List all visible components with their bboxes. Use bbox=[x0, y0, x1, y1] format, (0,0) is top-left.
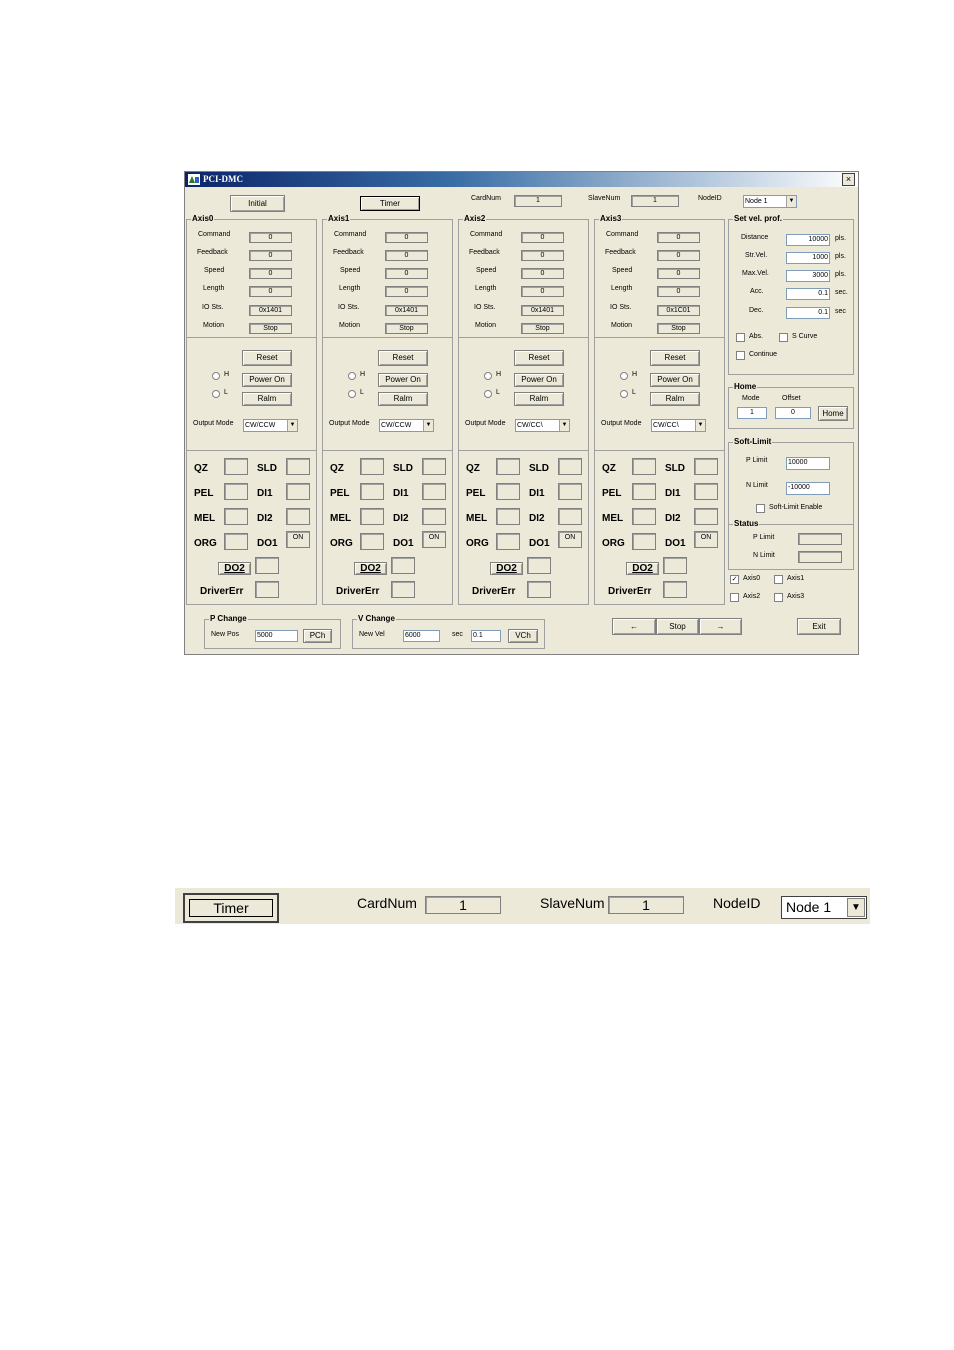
axis-io-group bbox=[322, 450, 453, 605]
axis-select-checkbox[interactable] bbox=[774, 593, 783, 602]
motion-label: Motion bbox=[339, 322, 361, 329]
output-mode-value: CW/CCW bbox=[381, 422, 412, 429]
io-label: IO Sts. bbox=[474, 304, 496, 311]
motion-value: Stop bbox=[657, 323, 700, 334]
pel-label: PEL bbox=[466, 488, 486, 499]
qz-indicator bbox=[360, 458, 384, 475]
vch-button[interactable]: VCh bbox=[508, 629, 538, 643]
newpos-input[interactable]: 5000 bbox=[255, 630, 298, 642]
di1-indicator bbox=[422, 483, 446, 500]
feedback-label: Feedback bbox=[469, 249, 500, 256]
power-on-button[interactable]: Power On bbox=[650, 373, 700, 387]
home-offset-label: Offset bbox=[782, 395, 801, 402]
di1-label: DI1 bbox=[665, 488, 681, 499]
home-offset-input[interactable]: 0 bbox=[775, 407, 811, 419]
org-label: ORG bbox=[602, 538, 625, 549]
abs-checkbox[interactable] bbox=[736, 333, 745, 342]
nodeid-select[interactable] bbox=[743, 195, 797, 208]
distance-label: Distance bbox=[741, 234, 769, 241]
feedback-value: 0 bbox=[385, 250, 428, 261]
enlarged-toolbar-strip bbox=[175, 888, 870, 924]
sld-label: SLD bbox=[257, 463, 277, 474]
axis-select-label: Axis2 bbox=[743, 593, 761, 600]
reset-button[interactable]: Reset bbox=[242, 350, 292, 366]
ralm-button[interactable]: Ralm bbox=[242, 392, 292, 406]
distance-input[interactable]: 10000 bbox=[786, 234, 830, 246]
axis-group bbox=[594, 214, 725, 338]
qz-indicator bbox=[224, 458, 248, 475]
do2-indicator bbox=[255, 557, 279, 574]
output-mode-label: Output Mode bbox=[465, 420, 506, 427]
maxvel-label: Max.Vel. bbox=[742, 270, 769, 277]
di2-indicator bbox=[694, 508, 718, 525]
mel-label: MEL bbox=[330, 513, 352, 524]
di2-label: DI2 bbox=[665, 513, 681, 524]
feedback-label: Feedback bbox=[333, 249, 364, 256]
pel-label: PEL bbox=[602, 488, 622, 499]
speed-label: Speed bbox=[612, 267, 633, 274]
driver-err-indicator bbox=[527, 581, 551, 598]
qz-label: QZ bbox=[330, 463, 344, 474]
cardnum-value: 1 bbox=[514, 195, 562, 207]
chevron-down-icon[interactable]: ▼ bbox=[423, 420, 433, 431]
h-label: H bbox=[632, 371, 638, 378]
motion-value: Stop bbox=[521, 323, 564, 334]
org-label: ORG bbox=[330, 538, 353, 549]
mel-label: MEL bbox=[194, 513, 216, 524]
chevron-down-icon[interactable]: ▼ bbox=[287, 420, 297, 431]
driver-err-label: DriverErr bbox=[200, 586, 244, 597]
chevron-down-icon[interactable]: ▼ bbox=[847, 898, 865, 917]
axis-select-checkbox[interactable] bbox=[730, 593, 739, 602]
pchange-title: P Change bbox=[210, 614, 247, 623]
do2-indicator bbox=[527, 557, 551, 574]
ralm-button[interactable]: Ralm bbox=[514, 392, 564, 406]
sld-indicator bbox=[558, 458, 582, 475]
do2-button[interactable]: DO2 bbox=[490, 562, 523, 575]
h-radio[interactable] bbox=[484, 372, 492, 380]
status-nlimit-label: N Limit bbox=[753, 552, 775, 559]
stop-button[interactable]: Stop bbox=[656, 618, 699, 635]
driver-err-indicator bbox=[255, 581, 279, 598]
status-group bbox=[728, 519, 854, 570]
slavenum-label: SlaveNum bbox=[588, 195, 621, 202]
axis-select-label: Axis3 bbox=[787, 593, 805, 600]
timer-button-large[interactable] bbox=[183, 893, 279, 923]
feedback-value: 0 bbox=[521, 250, 564, 261]
cardnum-label: CardNum bbox=[471, 195, 501, 202]
do1-toggle[interactable]: ON bbox=[286, 531, 310, 548]
l-radio[interactable] bbox=[620, 390, 628, 398]
motion-value: Stop bbox=[385, 323, 428, 334]
jog-left-button[interactable]: ← bbox=[612, 618, 656, 635]
qz-indicator bbox=[496, 458, 520, 475]
do1-label: DO1 bbox=[257, 538, 278, 549]
plimit-input[interactable]: 10000 bbox=[786, 457, 830, 470]
acc-input[interactable]: 0.1 bbox=[786, 288, 830, 300]
di2-indicator bbox=[422, 508, 446, 525]
velprof-title: Set vel. prof. bbox=[734, 214, 783, 223]
nodeid-label: NodeID bbox=[698, 195, 722, 202]
io-value: 0x1401 bbox=[385, 305, 428, 316]
home-mode-label: Mode bbox=[742, 395, 760, 402]
power-on-button[interactable]: Power On bbox=[242, 373, 292, 387]
axis-control-group bbox=[458, 337, 589, 451]
chevron-down-icon[interactable]: ▼ bbox=[695, 420, 705, 431]
slavenum-value-large: 1 bbox=[608, 896, 684, 914]
h-radio[interactable] bbox=[348, 372, 356, 380]
status-nlimit-indicator bbox=[798, 551, 842, 563]
nodeid-select-large[interactable] bbox=[781, 896, 867, 919]
command-label: Command bbox=[334, 231, 367, 238]
axis-io-group bbox=[458, 450, 589, 605]
driver-err-label: DriverErr bbox=[608, 586, 652, 597]
cardnum-value-large: 1 bbox=[425, 896, 501, 914]
continue-label: Continue bbox=[749, 351, 778, 358]
do1-label: DO1 bbox=[393, 538, 414, 549]
feedback-value: 0 bbox=[657, 250, 700, 261]
speed-value: 0 bbox=[657, 268, 700, 279]
axis-group bbox=[186, 214, 317, 338]
di1-indicator bbox=[558, 483, 582, 500]
strvel-unit: pls. bbox=[835, 253, 846, 260]
pci-dmc-window bbox=[184, 171, 859, 655]
command-value: 0 bbox=[521, 232, 564, 243]
velprof-group bbox=[728, 214, 854, 375]
vchange-group bbox=[352, 614, 545, 649]
di1-indicator bbox=[286, 483, 310, 500]
di1-label: DI1 bbox=[257, 488, 273, 499]
status-title: Status bbox=[734, 519, 759, 528]
do2-button[interactable]: DO2 bbox=[626, 562, 659, 575]
speed-value: 0 bbox=[385, 268, 428, 279]
nodeid-value: Node 1 bbox=[745, 198, 768, 205]
reset-button[interactable]: Reset bbox=[650, 350, 700, 366]
close-icon[interactable]: × bbox=[842, 173, 855, 186]
length-value: 0 bbox=[249, 286, 292, 297]
l-label: L bbox=[360, 389, 364, 396]
softlimit-title: Soft-Limit bbox=[734, 437, 772, 446]
ralm-button[interactable]: Ralm bbox=[650, 392, 700, 406]
motion-label: Motion bbox=[475, 322, 497, 329]
org-indicator bbox=[224, 533, 248, 550]
motion-value: Stop bbox=[249, 323, 292, 334]
timer-button[interactable]: Timer bbox=[360, 196, 420, 211]
dec-unit: sec bbox=[835, 308, 846, 315]
qz-indicator bbox=[632, 458, 656, 475]
softlimit-enable-label: Soft-Limit Enable bbox=[769, 504, 823, 511]
pel-label: PEL bbox=[330, 488, 350, 499]
strvel-label: Str.Vel. bbox=[745, 252, 768, 259]
axis-select-label: Axis0 bbox=[743, 575, 761, 582]
mel-indicator bbox=[360, 508, 384, 525]
sld-indicator bbox=[286, 458, 310, 475]
acc-label: Acc. bbox=[750, 288, 764, 295]
output-mode-value: CW/CC\ bbox=[517, 422, 543, 429]
do1-toggle[interactable]: ON bbox=[694, 531, 718, 548]
scurve-checkbox[interactable] bbox=[779, 333, 788, 342]
axis-title: Axis1 bbox=[328, 214, 350, 223]
maxvel-input[interactable]: 3000 bbox=[786, 270, 830, 282]
mel-indicator bbox=[496, 508, 520, 525]
h-label: H bbox=[224, 371, 230, 378]
reset-button[interactable]: Reset bbox=[514, 350, 564, 366]
h-radio[interactable] bbox=[620, 372, 628, 380]
io-value: 0x1401 bbox=[249, 305, 292, 316]
home-group bbox=[728, 382, 854, 429]
slavenum-label-large: SlaveNum bbox=[540, 895, 605, 911]
speed-label: Speed bbox=[204, 267, 225, 274]
axis-io-group bbox=[186, 450, 317, 605]
power-on-button[interactable]: Power On bbox=[514, 373, 564, 387]
di2-indicator bbox=[286, 508, 310, 525]
io-label: IO Sts. bbox=[338, 304, 360, 311]
dec-label: Dec. bbox=[749, 307, 764, 314]
org-indicator bbox=[360, 533, 384, 550]
command-value: 0 bbox=[249, 232, 292, 243]
acc-unit: sec. bbox=[835, 289, 848, 296]
window-title: PCI-DMC bbox=[203, 174, 243, 184]
home-mode-input[interactable]: 1 bbox=[737, 407, 767, 419]
output-mode-label: Output Mode bbox=[601, 420, 642, 427]
home-title: Home bbox=[734, 382, 757, 391]
feedback-label: Feedback bbox=[605, 249, 636, 256]
length-value: 0 bbox=[385, 286, 428, 297]
newvel-label: New Vel bbox=[359, 631, 385, 638]
nlimit-input[interactable]: -10000 bbox=[786, 482, 830, 495]
dec-input[interactable]: 0.1 bbox=[786, 307, 830, 319]
feedback-label: Feedback bbox=[197, 249, 228, 256]
newpos-label: New Pos bbox=[211, 631, 240, 638]
driver-err-label: DriverErr bbox=[336, 586, 380, 597]
l-label: L bbox=[632, 389, 636, 396]
driver-err-indicator bbox=[391, 581, 415, 598]
sld-indicator bbox=[422, 458, 446, 475]
motion-label: Motion bbox=[203, 322, 225, 329]
length-label: Length bbox=[203, 285, 225, 292]
newvel-input[interactable]: 6000 bbox=[403, 630, 440, 642]
org-indicator bbox=[632, 533, 656, 550]
di2-indicator bbox=[558, 508, 582, 525]
di1-label: DI1 bbox=[529, 488, 545, 499]
status-plimit-label: P Limit bbox=[753, 534, 775, 541]
org-label: ORG bbox=[194, 538, 217, 549]
scurve-label: S Curve bbox=[792, 333, 818, 340]
command-label: Command bbox=[470, 231, 503, 238]
do2-indicator bbox=[391, 557, 415, 574]
maxvel-unit: pls. bbox=[835, 271, 846, 278]
l-label: L bbox=[224, 389, 228, 396]
feedback-value: 0 bbox=[249, 250, 292, 261]
speed-label: Speed bbox=[476, 267, 497, 274]
h-label: H bbox=[360, 371, 366, 378]
length-label: Length bbox=[339, 285, 361, 292]
length-label: Length bbox=[475, 285, 497, 292]
cardnum-label-large: CardNum bbox=[357, 895, 417, 911]
org-indicator bbox=[496, 533, 520, 550]
length-value: 0 bbox=[521, 286, 564, 297]
chevron-down-icon[interactable]: ▼ bbox=[786, 196, 796, 207]
io-label: IO Sts. bbox=[202, 304, 224, 311]
exit-button[interactable]: Exit bbox=[797, 618, 841, 635]
output-mode-select[interactable] bbox=[243, 419, 298, 432]
plimit-label: P Limit bbox=[746, 457, 768, 464]
nodeid-value-large: Node 1 bbox=[786, 899, 832, 915]
pel-indicator bbox=[224, 483, 248, 500]
mel-label: MEL bbox=[466, 513, 488, 524]
driver-err-label: DriverErr bbox=[472, 586, 516, 597]
continue-checkbox[interactable] bbox=[736, 351, 745, 360]
pel-indicator bbox=[632, 483, 656, 500]
pel-indicator bbox=[496, 483, 520, 500]
axis-group bbox=[458, 214, 589, 338]
sld-label: SLD bbox=[393, 463, 413, 474]
speed-value: 0 bbox=[521, 268, 564, 279]
pch-button[interactable]: PCh bbox=[303, 629, 332, 643]
h-radio[interactable] bbox=[212, 372, 220, 380]
do1-label: DO1 bbox=[665, 538, 686, 549]
axis-control-group bbox=[594, 337, 725, 451]
softlimit-group bbox=[728, 437, 854, 525]
softlimit-enable-checkbox[interactable] bbox=[756, 504, 765, 513]
l-radio[interactable] bbox=[212, 390, 220, 398]
io-value: 0x1C01 bbox=[657, 305, 700, 316]
jog-right-button[interactable]: → bbox=[699, 618, 742, 635]
output-mode-select[interactable] bbox=[651, 419, 706, 432]
output-mode-label: Output Mode bbox=[193, 420, 234, 427]
nlimit-label: N Limit bbox=[746, 482, 768, 489]
do1-label: DO1 bbox=[529, 538, 550, 549]
distance-unit: pls. bbox=[835, 235, 846, 242]
l-radio[interactable] bbox=[348, 390, 356, 398]
axis-select-checkbox[interactable]: ✓ bbox=[731, 576, 738, 583]
pel-label: PEL bbox=[194, 488, 214, 499]
reset-button[interactable]: Reset bbox=[378, 350, 428, 366]
slavenum-value: 1 bbox=[631, 195, 679, 207]
chevron-down-icon[interactable]: ▼ bbox=[559, 420, 569, 431]
vchange-sec-label: sec bbox=[452, 631, 463, 638]
axis-group bbox=[322, 214, 453, 338]
axis-io-group bbox=[594, 450, 725, 605]
axis-title: Axis0 bbox=[192, 214, 214, 223]
do2-indicator bbox=[663, 557, 687, 574]
abs-label: Abs. bbox=[749, 333, 764, 340]
nodeid-label-large: NodeID bbox=[713, 895, 761, 911]
axis-control-group bbox=[186, 337, 317, 451]
command-value: 0 bbox=[385, 232, 428, 243]
io-label: IO Sts. bbox=[610, 304, 632, 311]
timer-label-large: Timer bbox=[189, 899, 273, 917]
org-label: ORG bbox=[466, 538, 489, 549]
sld-label: SLD bbox=[665, 463, 685, 474]
di1-indicator bbox=[694, 483, 718, 500]
home-button[interactable]: Home bbox=[818, 406, 848, 421]
output-mode-value: CW/CCW bbox=[245, 422, 276, 429]
speed-value: 0 bbox=[249, 268, 292, 279]
length-label: Length bbox=[611, 285, 633, 292]
io-value: 0x1401 bbox=[521, 305, 564, 316]
motion-label: Motion bbox=[611, 322, 633, 329]
command-label: Command bbox=[198, 231, 231, 238]
length-value: 0 bbox=[657, 286, 700, 297]
di2-label: DI2 bbox=[393, 513, 409, 524]
ralm-button[interactable]: Ralm bbox=[378, 392, 428, 406]
qz-label: QZ bbox=[194, 463, 208, 474]
command-label: Command bbox=[606, 231, 639, 238]
command-value: 0 bbox=[657, 232, 700, 243]
axis-title: Axis3 bbox=[600, 214, 622, 223]
vchange-title: V Change bbox=[358, 614, 395, 623]
pchange-group bbox=[204, 614, 341, 649]
l-label: L bbox=[496, 389, 500, 396]
do1-toggle[interactable]: ON bbox=[422, 531, 446, 548]
output-mode-select[interactable] bbox=[515, 419, 570, 432]
di2-label: DI2 bbox=[257, 513, 273, 524]
mel-label: MEL bbox=[602, 513, 624, 524]
sld-indicator bbox=[694, 458, 718, 475]
speed-label: Speed bbox=[340, 267, 361, 274]
axis-select-label: Axis1 bbox=[787, 575, 805, 582]
pel-indicator bbox=[360, 483, 384, 500]
strvel-input[interactable]: 1000 bbox=[786, 252, 830, 264]
l-radio[interactable] bbox=[484, 390, 492, 398]
do2-button[interactable]: DO2 bbox=[354, 562, 387, 575]
output-mode-select[interactable] bbox=[379, 419, 434, 432]
axis-control-group bbox=[322, 337, 453, 451]
qz-label: QZ bbox=[602, 463, 616, 474]
do1-toggle[interactable]: ON bbox=[558, 531, 582, 548]
app-icon bbox=[188, 174, 200, 185]
output-mode-value: CW/CC\ bbox=[653, 422, 679, 429]
driver-err-indicator bbox=[663, 581, 687, 598]
axis-title: Axis2 bbox=[464, 214, 486, 223]
vchange-sec-input[interactable]: 0.1 bbox=[471, 630, 501, 642]
power-on-button[interactable]: Power On bbox=[378, 373, 428, 387]
mel-indicator bbox=[632, 508, 656, 525]
di2-label: DI2 bbox=[529, 513, 545, 524]
qz-label: QZ bbox=[466, 463, 480, 474]
mel-indicator bbox=[224, 508, 248, 525]
title-bar[interactable] bbox=[185, 172, 858, 187]
output-mode-label: Output Mode bbox=[329, 420, 370, 427]
status-plimit-indicator bbox=[798, 533, 842, 545]
h-label: H bbox=[496, 371, 502, 378]
do2-button[interactable]: DO2 bbox=[218, 562, 251, 575]
di1-label: DI1 bbox=[393, 488, 409, 499]
sld-label: SLD bbox=[529, 463, 549, 474]
axis-select-checkbox[interactable] bbox=[774, 575, 783, 584]
initial-button[interactable]: Initial bbox=[230, 195, 285, 212]
